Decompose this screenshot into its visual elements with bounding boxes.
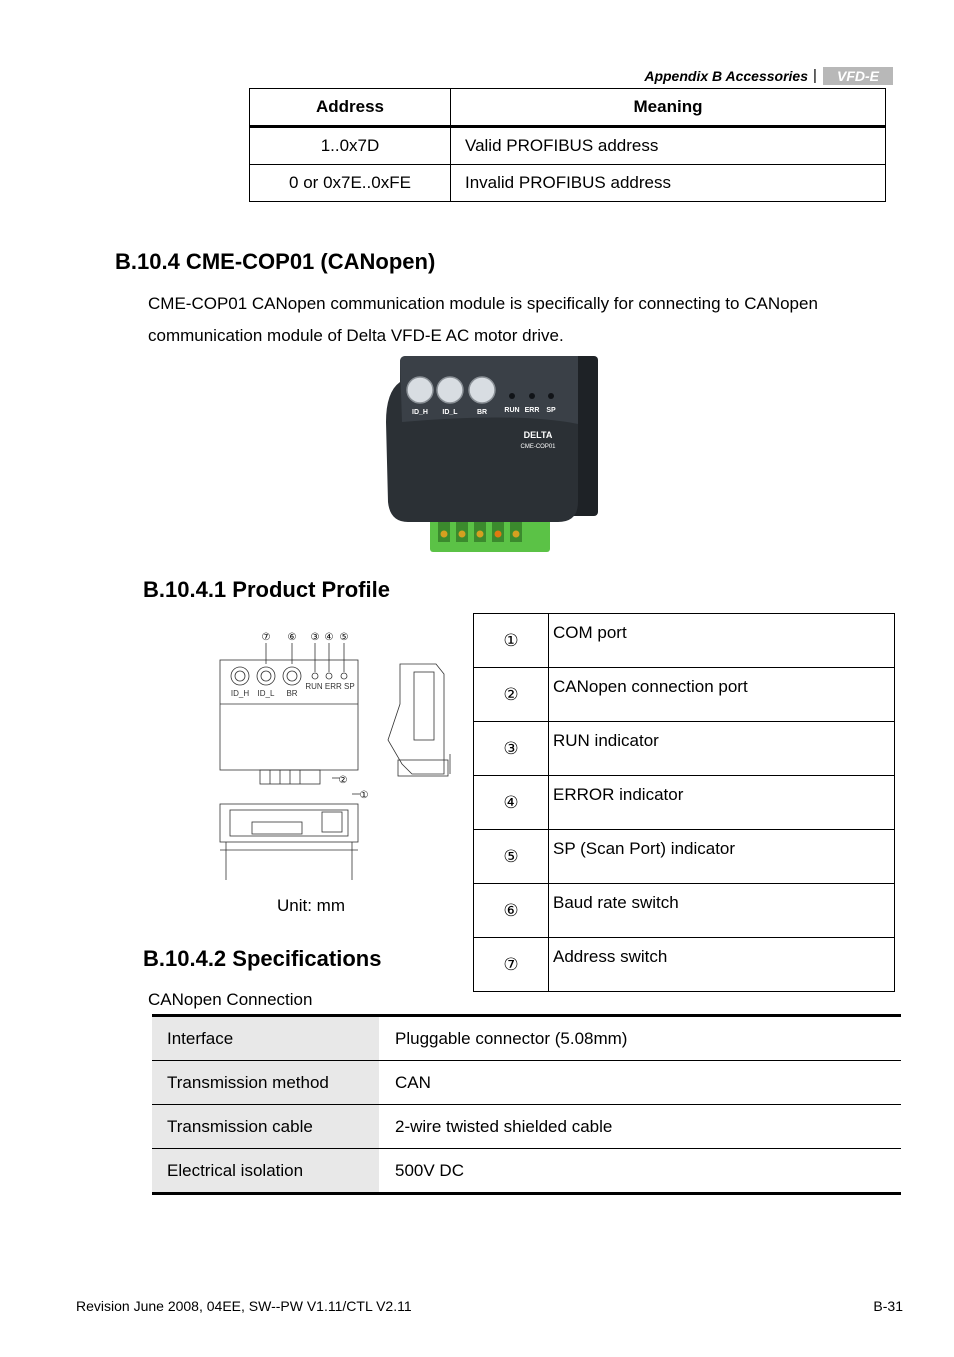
item-description: CANopen connection port — [549, 668, 895, 722]
callout-6: ⑥ — [287, 632, 297, 643]
callout-3: ③ — [310, 632, 320, 643]
header-section: Appendix B Accessories — [644, 68, 808, 84]
address-table — [249, 88, 886, 202]
profile-table — [473, 613, 895, 992]
address-cell: 1..0x7D — [250, 127, 451, 165]
model-text: CME-COP01 — [520, 444, 556, 450]
switch-label-idh: ID_H — [412, 409, 428, 416]
drawing-label-idh: ID_H — [230, 689, 250, 698]
table-row — [152, 1105, 901, 1149]
table-row — [474, 614, 895, 668]
table-row — [152, 1061, 901, 1105]
switch-label-br: BR — [476, 409, 488, 416]
page-number: B-31 — [873, 1298, 903, 1314]
switch-label-idl: ID_L — [442, 409, 458, 416]
spec-key: Electrical isolation — [152, 1149, 380, 1194]
section-title: B.10.4 CME-COP01 (CANopen) — [115, 249, 436, 274]
led-label-sp: SP — [546, 407, 556, 414]
drawing-label-idl: ID_L — [257, 689, 275, 698]
table-row — [250, 165, 886, 202]
module-photo — [378, 352, 608, 570]
intro-paragraph: CME-COP01 CANopen communication module is specifically for connecting to CANopen communication module of Delta VFD-E AC motor drive. — [148, 294, 818, 345]
spec-key: Transmission cable — [152, 1105, 380, 1149]
drawing-label-leds: RUN ERR SP — [305, 682, 355, 691]
item-description: Baud rate switch — [549, 884, 895, 938]
spec-value: Pluggable connector (5.08mm) — [380, 1016, 902, 1061]
table-row — [474, 884, 895, 938]
table-row — [474, 776, 895, 830]
led-label-run: RUN — [504, 407, 520, 414]
item-number: ② — [474, 668, 549, 722]
table-row — [152, 1149, 901, 1194]
logo-text: VFD-E — [837, 68, 879, 84]
item-description: ERROR indicator — [549, 776, 895, 830]
table-row — [474, 938, 895, 992]
spec-value: 2-wire twisted shielded cable — [380, 1105, 902, 1149]
footer-revision: Revision June 2008, 04EE, SW--PW V1.11/CTL V2.11 — [76, 1298, 412, 1314]
table-row — [474, 722, 895, 776]
unit-label: Unit: mm — [277, 896, 345, 915]
drawing-label-br: BR — [286, 689, 298, 698]
table-row — [152, 1016, 901, 1061]
callout-1: ① — [359, 790, 369, 801]
specifications-subtitle: CANopen Connection — [148, 990, 313, 1009]
address-header: Address — [250, 89, 451, 127]
item-number: ① — [474, 614, 549, 668]
item-description: Address switch — [549, 938, 895, 992]
item-number: ⑤ — [474, 830, 549, 884]
specifications-title: B.10.4.2 Specifications — [143, 946, 382, 971]
spec-key: Transmission method — [152, 1061, 380, 1105]
table-row — [474, 668, 895, 722]
meaning-header: Meaning — [451, 89, 886, 127]
spec-key: Interface — [152, 1016, 380, 1061]
item-number: ⑥ — [474, 884, 549, 938]
product-drawing — [212, 624, 462, 886]
item-number: ⑦ — [474, 938, 549, 992]
item-description: COM port — [549, 614, 895, 668]
callout-5: ⑤ — [339, 632, 349, 643]
specifications-table — [152, 1014, 901, 1195]
vfd-e-logo — [823, 67, 893, 85]
item-number: ③ — [474, 722, 549, 776]
callout-2: ② — [338, 775, 348, 786]
led-label-err: ERR — [524, 407, 540, 414]
brand-text: DELTA — [523, 430, 553, 440]
callout-4: ④ — [324, 632, 334, 643]
spec-value: 500V DC — [395, 1160, 464, 1180]
callout-7: ⑦ — [261, 632, 271, 643]
header-separator: | — [813, 67, 817, 84]
address-cell: 0 or 0x7E..0xFE — [250, 165, 451, 202]
item-description: RUN indicator — [549, 722, 895, 776]
spec-value: CAN — [380, 1061, 902, 1105]
meaning-cell: Invalid PROFIBUS address — [451, 165, 886, 202]
table-row — [474, 830, 895, 884]
meaning-cell: Valid PROFIBUS address — [451, 127, 886, 165]
item-number: ④ — [474, 776, 549, 830]
product-profile-title: B.10.4.1 Product Profile — [143, 577, 390, 602]
item-description: SP (Scan Port) indicator — [549, 830, 895, 884]
table-row — [250, 127, 886, 165]
